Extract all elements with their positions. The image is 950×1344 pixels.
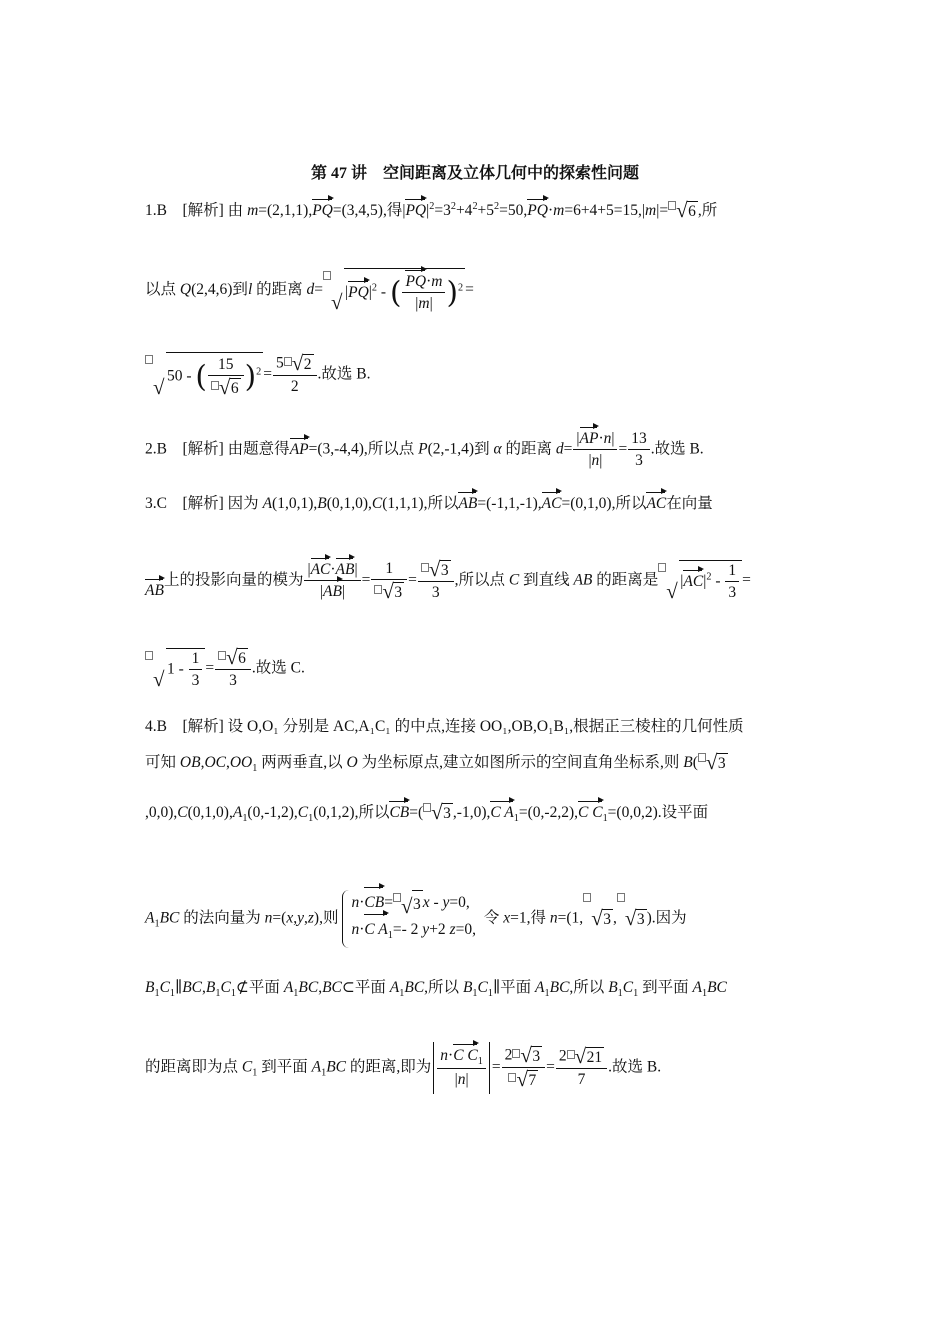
problem-2-line-1: 2.B [解析] 由题意得AP=(3,-4,4),所以点 P(2,-1,4)到 α 的距离 d= $\frac{|AP\cdot n|}{|n|}$ = $\frac{13}{3}$ .故选 B. (145, 430, 704, 469)
analysis-tag: [解析] (182, 718, 224, 735)
problem-1-line-1: 1.B [解析] 由 m=(2,1,1),PQ=(3,4,5),得$|PQ|^2=3^2+4^2+5^2=50,PQ\cdot m=6+4+5=15,|m|=√$ 6 ,所 (145, 198, 717, 221)
problem-number: 4.B (145, 718, 167, 735)
problem-4-line-4: $A_1BC$ 的法向量为 n=(x,y,z),则 n·CB=√ 3 x - y=0, n·C $A_1=-$ 2 y+2 z=0, 令 x=1,得 n=(1,√ 3 ,√ 3 ).因为 (145, 890, 687, 948)
problem-4-line-1: 4.B [解析] 设 O,O₁ 分别是 AC,A₁C₁ 的中点,连接 OO₁,OB,O₁B₁,根据正三棱柱的几何性质 (145, 718, 744, 735)
problem-1-line-2: 以点 Q(2,4,6)到l 的距离 d=√ $|PQ|^2$ - ( $\frac{PQ\cdot m}{|m|}$ )$^2$ = (145, 268, 474, 313)
problem-3-line-1: 3.C [解析] 因为 A(1,0,1),B(0,1,0),C(1,1,1),所以AB=(-1,1,-1),AC=(0,1,0),所以AC在向量 (145, 495, 713, 512)
problem-number: 3.C (145, 495, 167, 512)
problem-3-line-2: AB上的投影向量的模为 $\frac{|AC\cdot AB|}{|AB|}$ = 1 √ 3 = √ $\frac{3}{3}$ ,所以点 C 到直线 AB 的距离是√ $|AC|^2$ - $\frac{1}{3}$ = (145, 560, 751, 602)
page-title: 第 47 讲 空间距离及立体几何中的探索性问题 (310, 165, 639, 182)
problem-3-line-3: √ 1 - $\frac{1}{3}$ = √ $\frac{6}{3}$ .故选 C. (145, 648, 305, 690)
problem-4-line-3: $,0,0),C(0,1,0),A_1(0,-1,2),C_1(0,1,2)$,所以CB=(√ 3 ,-1,0),C $A_1=(0,-2,2),C$ $C_1=(0,0,2)$.设平面 (145, 800, 708, 824)
problem-1-line-3: √ 50 - ( 15 √ 6 )$^2$ = $\frac{5√ 2}{2}$ .故选 B. (145, 352, 371, 398)
problem-number: 1.B (145, 202, 167, 219)
problem-4-line-6: 的距离即为点 $C_1$ 到平面 $A_1BC$ 的距离,即为 $\frac{n\cdot C C_1}{|n|}$ = 2√ 3 √ 7 = $\frac{2√ 21}{7}$ .故选 B. (145, 1042, 661, 1094)
analysis-tag: [解析] (182, 202, 224, 219)
problem-number: 2.B (145, 440, 167, 458)
analysis-tag: [解析] (182, 495, 224, 512)
problem-4-line-5: $B_1C_1\parallel BC,B_1C_1⊄$平面 $A_1BC,BC\subset$平面 $A_1BC$,所以 $B_1C_1\parallel$平面 $A_1BC$,所以 $B_1C_1$ 到平面 $A_1BC$ (145, 979, 727, 1000)
analysis-tag: [解析] (182, 440, 224, 458)
problem-4-line-2: 可知 $OB,OC,OO_1$ 两两垂直,以 O 为坐标原点,建立如图所示的空间直角坐标系,则 B(√ 3 (145, 750, 728, 774)
